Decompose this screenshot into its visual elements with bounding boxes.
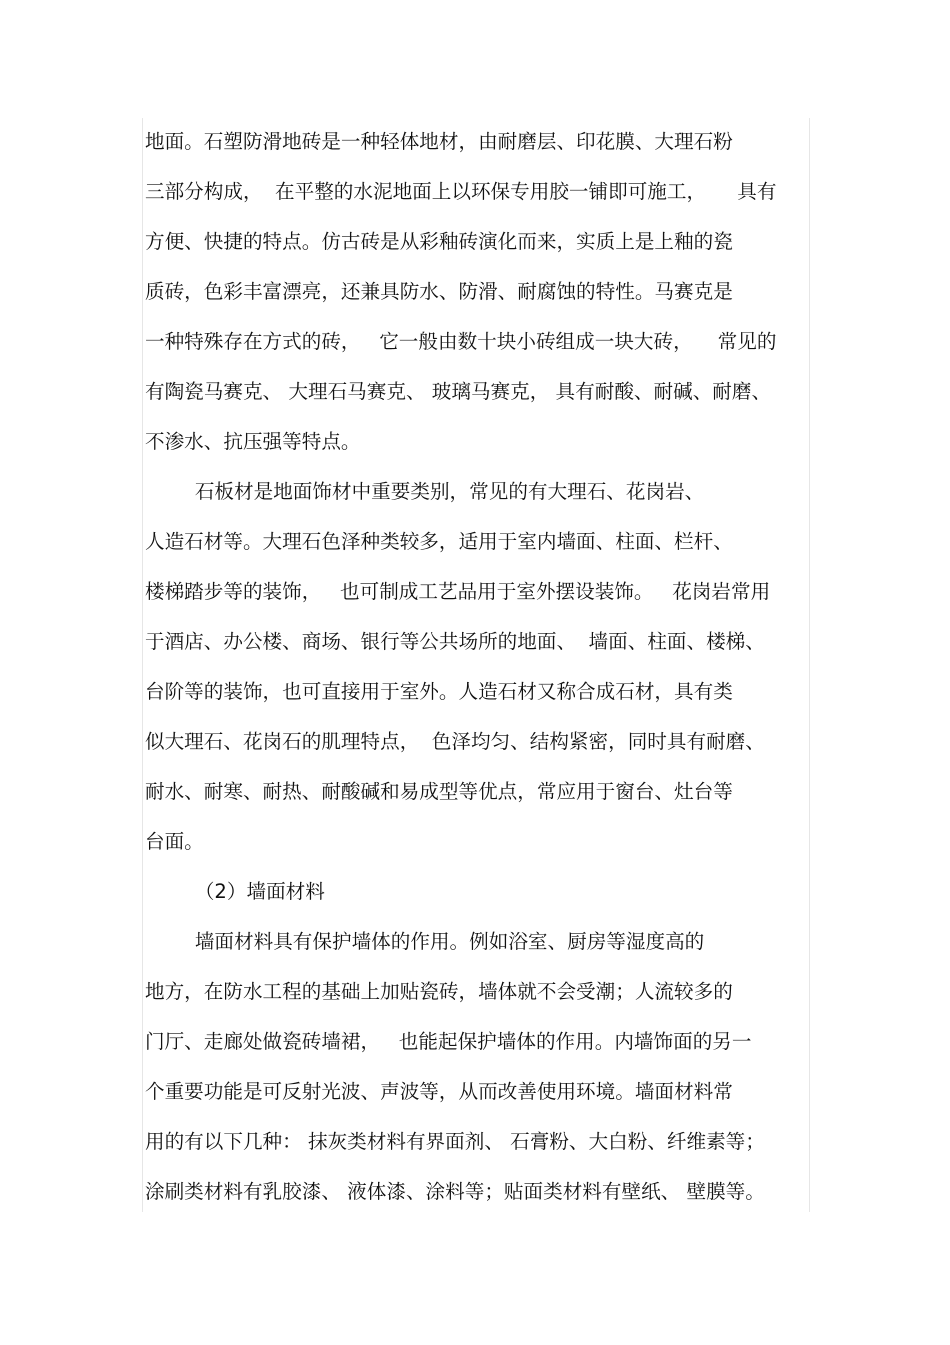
text-line: 有陶瓷马赛克、 大理石马赛克、 玻璃马赛克， 具有耐酸、耐碱、耐磨、 [145,380,772,403]
text-line: 一种特殊存在方式的砖， 它一般由数十块小砖组成一块大砖， 常见的 [145,330,777,353]
text-line: 耐水、耐寒、耐热、耐酸碱和易成型等优点，常应用于窗台、灶台等 [145,780,733,803]
text-line: 地面。石塑防滑地砖是一种轻体地材，由耐磨层、印花膜、大理石粉 [145,130,733,153]
text-line: 墙面材料具有保护墙体的作用。例如浴室、厨房等湿度高的 [145,930,705,953]
text-line: 石板材是地面饰材中重要类别，常见的有大理石、花岗岩、 [145,480,705,503]
text-line: 台阶等的装饰，也可直接用于室外。人造石材又称合成石材，具有类 [145,680,733,703]
text-line: 于酒店、办公楼、商场、银行等公共场所的地面、 墙面、柱面、楼梯、 [145,630,765,653]
text-line: 三部分构成， 在平整的水泥地面上以环保专用胶一铺即可施工， 具有 [145,180,777,203]
text-line: 涂刷类材料有乳胶漆、 液体漆、涂料等；贴面类材料有壁纸、 壁膜等。 [145,1180,765,1203]
text-line: 个重要功能是可反射光波、声波等，从而改善使用环境。墙面材料常 [145,1080,733,1103]
text-line: 地方，在防水工程的基础上加贴瓷砖，墙体就不会受潮；人流较多的 [145,980,733,1003]
text-line: 台面。 [145,830,204,853]
text-line: 楼梯踏步等的装饰， 也可制成工艺品用于室外摆设装饰。 花岗岩常用 [145,580,771,603]
section-heading: （2）墙面材料 [145,880,325,903]
text-line: 人造石材等。大理石色泽种类较多，适用于室内墙面、柱面、栏杆、 [145,530,733,553]
text-line: 门厅、走廊处做瓷砖墙裙， 也能起保护墙体的作用。内墙饰面的另一 [145,1030,752,1053]
text-line: 质砖，色彩丰富漂亮，还兼具防水、防滑、耐腐蚀的特性。马赛克是 [145,280,733,303]
text-line: 不渗水、抗压强等特点。 [145,430,361,453]
text-line: 方便、快捷的特点。仿古砖是从彩釉砖演化而来，实质上是上釉的瓷 [145,230,733,253]
text-line: 似大理石、花岗石的肌理特点， 色泽均匀、结构紧密，同时具有耐磨、 [145,730,765,753]
document-body [145,122,809,1222]
text-line: 用的有以下几种： 抹灰类材料有界面剂、 石膏粉、大白粉、纤维素等； [145,1130,765,1153]
